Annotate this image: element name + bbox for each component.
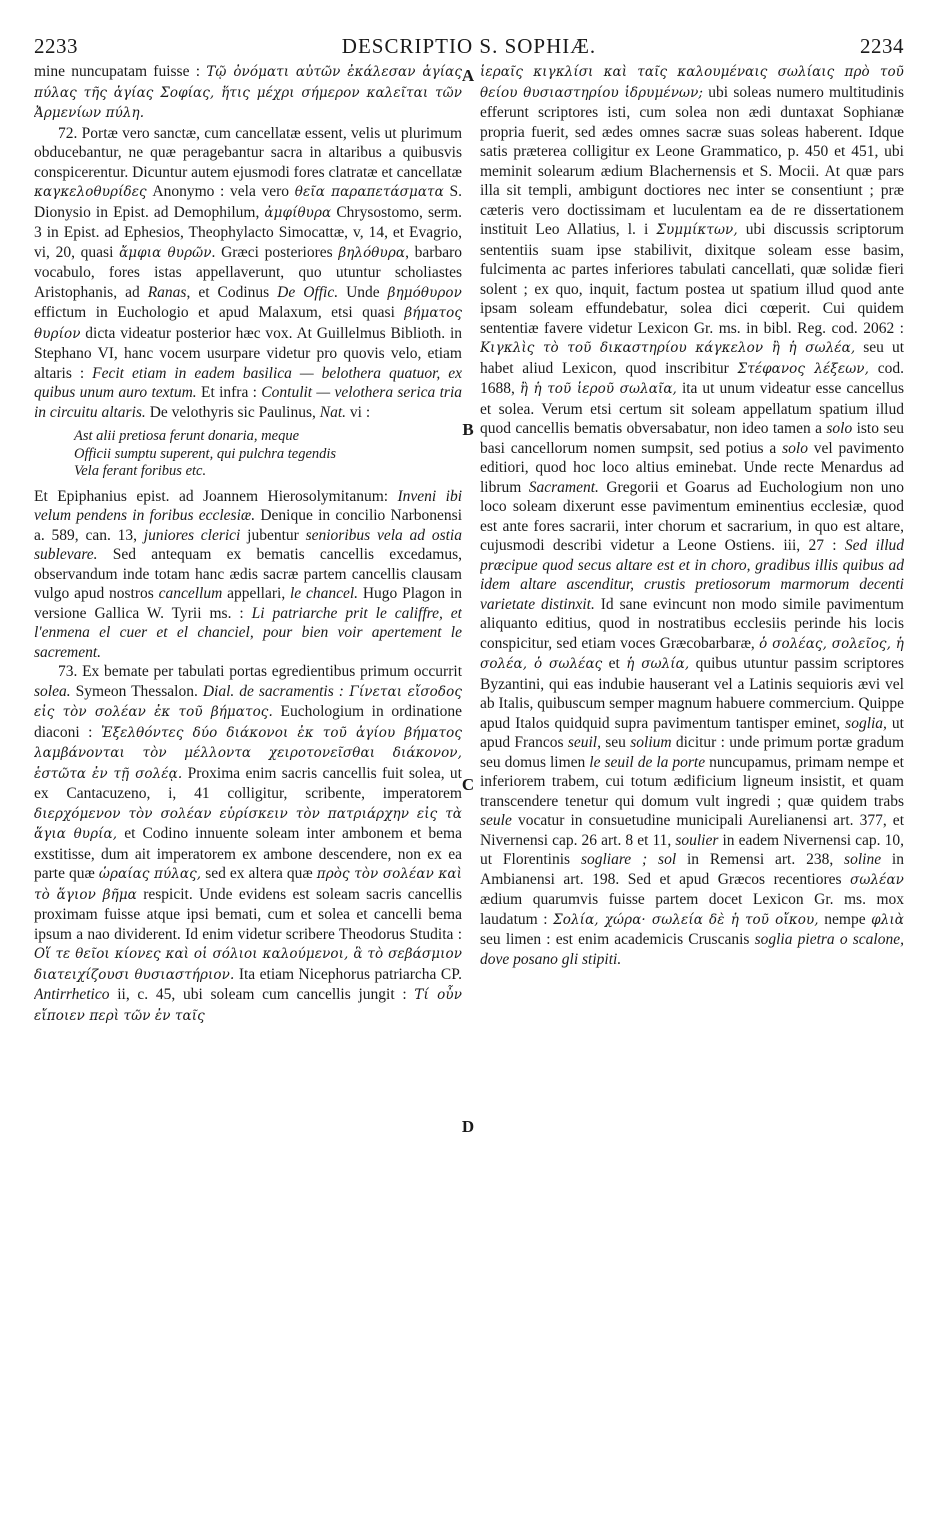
text-run: S. Dionysio in Epist. ad Demophilum,: [34, 183, 462, 221]
page-number-right: 2234: [860, 34, 904, 58]
italic-run: Ranas: [147, 283, 187, 301]
left-column: [34, 62, 462, 1532]
text-run: 72. Portæ vero sanctæ, cum cancellatæ essent, velis ut plurimum obducebantur, ne quæ peragebantur sacra in altaribus a quibusvis conspicerentur. Dicuntur autem ejusmodi fores clatratæ et cancellatæ: [34, 124, 462, 181]
greek-term: ἄμφια θυρῶν: [119, 244, 212, 261]
text-run: ædium quarumvis fuisse partem docet Lexicon Gr. ms. mox laudatum :: [480, 891, 904, 928]
greek-term: καγκελοθυρίδες: [34, 184, 147, 200]
page-number-left: 2233: [34, 34, 78, 58]
text-run: seu: [600, 734, 631, 751]
greek-term: βήματος θυρίον: [34, 305, 462, 342]
greek-quote: ἱεραῖς κιγκλίσι καὶ ταῖς καλουμέναις σωλίαις πρὸ τοῦ θείου θυσιαστηρίου ἱδρυμένων;: [480, 64, 904, 101]
greek-quote: Οἵ τε θεῖοι κίονες καὶ οἱ σόλιοι καλούμενοι, ἃ τὸ σεβάσμιον διατειχίζουσι θυσιαστήριον.: [34, 946, 462, 983]
text-run: Ita etiam Nicephorus patriarcha CP.: [234, 965, 462, 983]
text-run: quibus utuntur passim scriptores Byzantini, qui eas indubie hauserant vel a Latinis sequioris ævi vel ab Italis, quibuscum semper magnum habuere commercium. Quippe apud Italos quidquid supra pavimentum tantisper eminet,: [480, 655, 904, 732]
text-run: , et Codinus: [186, 283, 278, 301]
running-header: [34, 34, 904, 58]
margin-letter-c: C: [461, 775, 475, 794]
italic-run: sogliare ;: [580, 851, 648, 868]
italic-run: le chancel.: [290, 585, 359, 602]
text-run: vocatur in consuetudine municipali Aurelianensi art. 377, et Nivernensi cap. 26 art. 8 et 11,: [480, 812, 904, 849]
margin-letter-b: B: [462, 420, 474, 439]
italic-run: soline: [844, 851, 882, 868]
italic-run: solium: [630, 734, 672, 751]
margin-letter-d: D: [461, 1117, 475, 1136]
paragraph-72-cont: [34, 487, 462, 663]
italic-run: seuil,: [567, 734, 601, 751]
greek-term: πρὸς τὸν σολέαν καὶ τὸ ἅγιον βῆμα: [34, 866, 462, 903]
text-run: Sed antequam ex bematis cancellis excedamus, observandum inde totam hanc ædis sacræ partem cancellis clausam vulgo apud nostros: [34, 546, 462, 602]
italic-run: solo: [782, 439, 808, 457]
italic-run: Antirrhetico: [34, 986, 110, 1003]
text-run: ii, c. 45, ubi soleam cum cancellis jungit :: [109, 986, 415, 1003]
text-run: dicta videatur posterior hæc vox. At Guillelmus Biblioth. in Stephano VI, hanc vocem usurpare videtur pro quovis velo, etiam altaris :: [34, 324, 462, 382]
margin-letter-a: A: [461, 66, 475, 85]
text-run: Hugo Plagon in versione Gallica W. Tyrii ms. :: [34, 585, 462, 622]
italic-run: Inveni ibi velum pendens in foribus ecclesiæ.: [34, 487, 462, 524]
verse-line: Ast alii pretiosa ferunt donaria, meque: [74, 428, 300, 444]
italic-run: soglia pietra o scalone, dove posano gli stipiti.: [480, 931, 904, 968]
text-run: Gregorii et Goarus ad Euchologium non uno loco soleam dixerunt esse pavimentum eminentius ecclesiæ, quod est ante fores sacrarii, inter chorum et sacrarium, in quo est altare, cujusmodi describi videtur a Leone Ostiens. iii, 27 :: [480, 478, 904, 554]
italic-run: cancellum: [158, 585, 223, 602]
italic-run: sol: [658, 851, 677, 868]
verse-quote: [74, 428, 462, 481]
text-run: mine nuncupatam fuisse :: [34, 63, 207, 80]
paragraph-73-cont: [480, 62, 904, 969]
greek-term: ἢ ἡ τοῦ ἱεροῦ σωλαῖα,: [519, 381, 677, 397]
text-run: et: [602, 655, 627, 672]
paragraph-72: [34, 124, 462, 423]
italic-run: soglia,: [845, 714, 887, 732]
text-run: in eadem Nivernensi cap. 10, ut Florentinis: [480, 831, 904, 868]
text-run: seu ut habet aliud Lexicon, quod inscribitur: [480, 339, 904, 377]
text-run: Symeon Thessalon.: [70, 682, 203, 700]
greek-term: ἀμφίθυρα: [264, 204, 332, 221]
italic-run: Sed illud præcipue quod secus altare est et in choro, gradibus illis quibus ad idem altare ascenditur, crustis pretiosorum marmorum decenti varietate distinxit.: [480, 537, 904, 613]
italic-run: Contulit — velothera serica tria in circuitu altaris.: [34, 384, 462, 421]
running-title: DESCRIPTIO S. SOPHIÆ.: [341, 34, 597, 58]
italic-run: soulier: [675, 831, 719, 849]
text-run: ubi discussis scriptorum sententiis suam ipse stabilivit, dixitque soleam esse basim, fulcimenta ac partes inferiores tabulati cancellati, quæ solidæ fieri solent ; ex quo, inquit, factum postea ut spatium illud quod ante ipsam soleam effundebatur, solea dici cœperit. Cui quidem sententiæ favere videtur Lexicon Gr. ms. in bibl. Reg. cod. 2062 :: [480, 221, 904, 337]
text-run: ut apud Francos: [480, 714, 904, 751]
greek-quote: Τί οὖν εἴποιεν περὶ τῶν ἐν ταῖς: [34, 987, 462, 1024]
greek-term: σωλέαν: [850, 871, 904, 888]
right-column: [480, 62, 904, 1532]
greek-term: Στέφανος λέξεων,: [737, 360, 869, 377]
greek-term: βημόθυρον: [387, 284, 462, 301]
text-run: Unde: [338, 283, 388, 301]
text-run: respicit. Unde evidens est soleam sacris cancellis proximam fuisse atque ipsi bemati, cum et solea et cancelli bema ipsum a nao dividerent. Id enim videtur scribere Theodorus Studita :: [34, 885, 462, 943]
text-run: sed ex altera quæ: [201, 865, 317, 882]
italic-run: Nat.: [319, 403, 347, 421]
text-run: effictum in Euchologio et apud Malaxum, etsi quasi: [34, 304, 405, 321]
italic-run: le seuil de la porte: [589, 753, 706, 771]
greek-quote: Σολία, χώρα· σωλεία δὲ ἡ τοῦ οἴκου,: [553, 911, 819, 928]
italic-run: seule: [480, 812, 512, 829]
greek-term: θεῖα παραπετάσματα: [294, 184, 444, 200]
italic-run: Li patriarche prit le califfre, et l'enmena el cuer et el chanciel, pour bien voir apertement le sacrement.: [34, 604, 462, 661]
greek-term: ὡραίας πύλας,: [98, 866, 202, 882]
text-run: Euchologium in ordinatione diaconi :: [34, 703, 462, 741]
greek-quote: Γίνεται εἴσοδος εἰς τὸν σολέαν ἐκ τοῦ βήματος.: [34, 683, 462, 720]
italic-run: solo: [826, 420, 853, 437]
text-run: ita ut unum videatur esse cancellus et solea. Verum etsi certum sit soleam appellatum spatium illud quod cancellis bematis obversabatur, non ideo tamen a: [480, 380, 904, 437]
italic-run: Fecit etiam in eadem basilica — belothera quatuor, ex quibus unum auro textum.: [34, 364, 462, 401]
text-run: . Græci posteriores: [211, 243, 339, 261]
greek-term: ὁ σολέας, σολεῖος, ἡ σολέα, ὁ σωλέας: [480, 635, 904, 672]
greek-quote: Τῷ ὀνόματι αὐτῶν ἐκάλεσαν ἁγίας πύλας τῆς ἁγίας Σοφίας, ἥτις μέχρι σήμερον καλεῖται τῶν Ἀρμενίων πύλη.: [34, 64, 462, 121]
italic-run: senioribus vela ad ostia sublevare.: [34, 526, 462, 563]
text-run: Anonymo : vela vero: [146, 183, 295, 200]
text-run: 73. Ex bemate per tabulati portas egredientibus primum occurrit: [58, 663, 462, 680]
text-run: ubi soleas numero multitudinis efferunt scriptores isti, cum solea non ædi duntaxat Sophianæ propria fuerit, sed ædes omnes sacræ suas soleas haberent. Idque satis præterea colligitur ex Leone Grammatico, p. 450 et 451, ubi meminit solearum ædium Blachernensis et S. Mocii. At quæ pars illa sit templi, ambigunt doctiores nec inter se consentiunt ; præ cæteris vero doctissimam et luculentam ea de re dissertationem instituit Leo Allatius, l. i: [480, 83, 904, 238]
text-run: jubentur: [240, 526, 306, 544]
verse-line: Vela ferant foribus etc.: [74, 463, 207, 479]
italic-run: De Offic.: [277, 283, 339, 301]
text-run: nempe: [818, 910, 872, 928]
text-run: in Remensi art. 238,: [676, 851, 845, 868]
italic-run: solea.: [34, 682, 71, 700]
greek-quote: Ἐξελθόντες δύο διάκονοι ἐκ τοῦ ἁγίου βήματος λαμβάνονται τὸν μέλλοντα χειροτονεῖσθαι διάκονον, ἑστῶτα ἐν τῇ σολέᾳ.: [34, 724, 462, 782]
paragraph-71-end: [34, 62, 462, 124]
text-run: nuncupamus, primam nempe et inferiorem trabem, cui totum ædificium ligneum insistit, et quam transcendere tenetur qui domum vult ingredi ; quæ quidem trabs: [480, 753, 904, 810]
text-run: , barbaro vocabulo, fores istas appellaverunt, quo utuntur scholiastes Aristophanis, ad: [34, 243, 462, 301]
text-run: De velothyris sic Paulinus,: [145, 403, 320, 421]
italic-run: juniores clerici: [143, 526, 241, 544]
text-run: Et Epiphanius epist. ad Joannem Hierosolymitanum:: [34, 487, 398, 505]
greek-term: φλιὰ: [871, 911, 904, 928]
text-run: vel pavimento editiori, quod hoc loco altius eminebat. Unde recte Menardus ad librum: [480, 439, 904, 496]
text-run: Proxima enim sacris cancellis fuit solea, ut ex Cantacuzeno, i, 41 colligitur, scribente, imperatorem: [34, 764, 462, 802]
text-run: appellari,: [222, 585, 290, 602]
paragraph-73: [34, 662, 462, 1026]
greek-term: βηλόθυρα: [338, 244, 406, 261]
greek-term: ἡ σωλία,: [626, 656, 690, 672]
text-run: et Codino innuente soleam inter ambonem et bema exstitisse, dum ait imperatorem ex ambone descendere, non ex ea parte quæ: [34, 825, 462, 882]
text-run: Id sane evincunt non modo simile pavimentum aliquanto editius, quod in nostratibus ecclesiis perinde his locis conspicitur, sed etiam voces Græcobarbaræ,: [480, 595, 904, 652]
text-run: Denique in concilio Narbonensi a. 589, can. 13,: [34, 507, 462, 544]
text-run: vi :: [346, 403, 371, 421]
greek-term: Συμμίκτων,: [656, 222, 738, 238]
greek-quote: διερχόμενον τὸν σολέαν εὑρίσκειν τὸν πατριάρχην εἰς τὰ ἅγια θυρία,: [34, 805, 462, 842]
text-run: cod. 1688,: [480, 359, 904, 397]
text-run: Chrysostomo, serm. 3 in Epist. ad Ephesios, Theophylacto Simocattæ, v, 14, et Evagrio, vi, 20, quasi: [34, 203, 462, 261]
text-run: dicitur : unde primum portæ gradum seu domus limen: [480, 734, 904, 771]
verse-line: Officii sumptu superent, qui pulchra tegendis: [74, 445, 337, 462]
greek-quote: Κιγκλὶς τὸ τοῦ δικαστηρίου κάγκελον ἢ ἡ σωλέα,: [480, 340, 856, 356]
text-run: isto seu basi cancellorum nomen sumpsit, sed potius a: [480, 420, 904, 457]
text-run: seu limen : est enim academicis Cruscanis: [480, 931, 755, 948]
text-run: in Ambianensi art. 198. Sed et apud Græcos recentiores: [480, 851, 904, 888]
italic-run: Sacrament.: [528, 478, 599, 496]
text-run: Et infra :: [196, 384, 262, 401]
italic-run: Dial. de sacramentis :: [202, 682, 344, 700]
